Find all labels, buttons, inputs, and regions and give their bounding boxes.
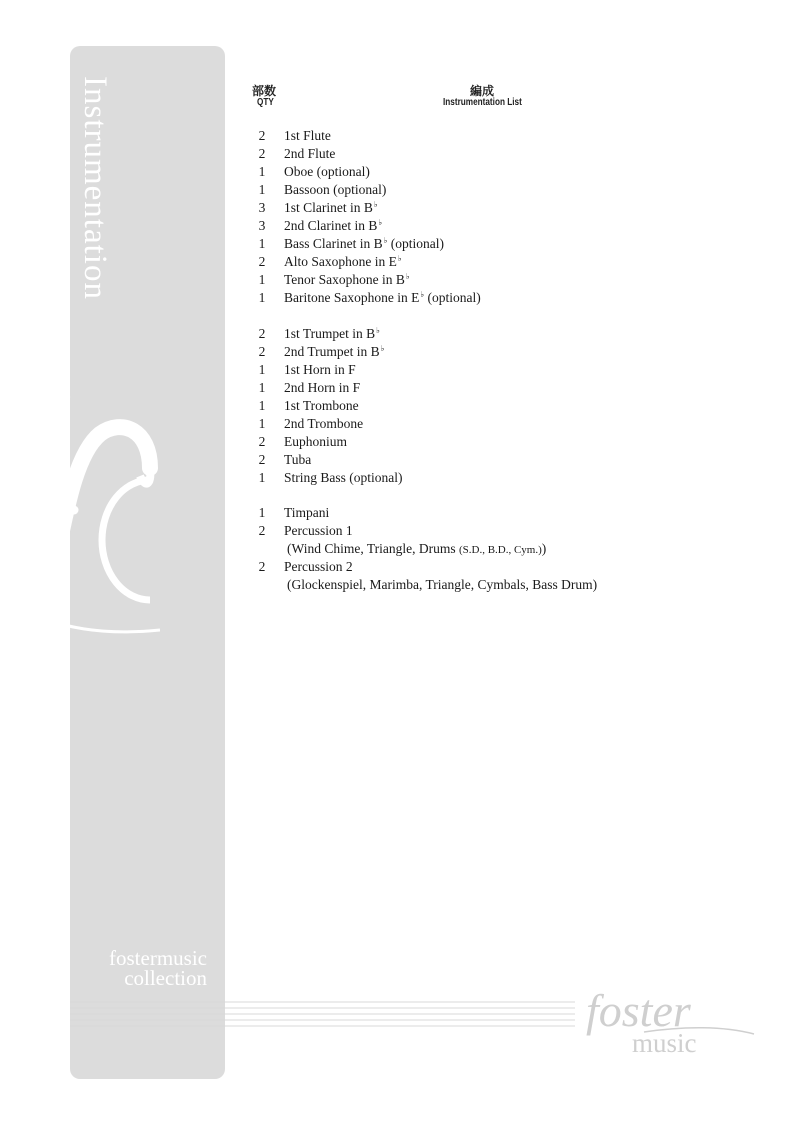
instrument-name-text: Bass Clarinet in B: [284, 236, 383, 251]
instrument-name-text: Timpani: [284, 505, 330, 520]
instrument-name-text: 2nd Clarinet in B: [284, 218, 378, 233]
flat-sign: ♭: [383, 236, 388, 245]
sidebar-title: Instrumentation: [77, 76, 113, 300]
flat-sign: ♭: [378, 218, 383, 227]
instrument-qty: 1: [258, 290, 266, 305]
instrument-name: [284, 272, 410, 288]
foster-music-logo: [574, 980, 759, 1060]
instrument-name: [284, 505, 329, 521]
brand-foster: foster: [586, 985, 691, 1036]
brand-music: music: [632, 1028, 697, 1058]
instrument-name: [284, 128, 331, 144]
instrument-qty: 2: [258, 523, 266, 538]
instrument-name: [284, 380, 360, 396]
instrument-name: [284, 398, 359, 414]
instrument-name: [284, 164, 370, 180]
instrument-name: [284, 146, 335, 162]
instrument-qty: 1: [258, 182, 266, 197]
flat-sign: ♭: [420, 290, 425, 299]
list-header-cn: 編成: [470, 84, 495, 98]
instrument-name-text: Alto Saxophone in E: [284, 254, 397, 269]
instrument-qty: 1: [258, 470, 266, 485]
instrument-name-text: 1st Trombone: [284, 398, 359, 413]
instrument-name: [284, 218, 382, 234]
instrument-name-text: Bassoon (optional): [284, 182, 387, 197]
flat-sign: ♭: [376, 326, 380, 335]
instrument-name: [284, 362, 356, 378]
instrument-qty: 2: [258, 146, 266, 161]
instrument-name: [284, 523, 353, 539]
instrument-name-text: Percussion 1: [284, 523, 353, 538]
instrument-qty: 2: [258, 128, 266, 143]
instrument-name-text: 1st Clarinet in B: [284, 200, 373, 215]
flat-sign: ♭: [405, 272, 410, 281]
instrument-name-text: Oboe (optional): [284, 164, 370, 179]
instrument-name: [284, 254, 402, 270]
instrument-suffix: (optional): [424, 290, 481, 305]
instrument-qty: 2: [258, 254, 266, 269]
instrument-name-text: 2nd Trombone: [284, 416, 364, 431]
qty-header-cn: 部数: [252, 84, 277, 98]
instrument-qty: 1: [258, 505, 266, 520]
instrument-qty: 1: [258, 164, 266, 179]
staff-lines: [70, 1000, 575, 1030]
instrument-name-text: String Bass (optional): [284, 470, 403, 485]
collection-line2: collection: [124, 966, 207, 990]
instrument-qty: 3: [258, 218, 266, 233]
instrument-qty: 2: [258, 434, 266, 449]
instrument-name-text: 2nd Horn in F: [284, 380, 361, 395]
instrument-name-text: Tuba: [284, 452, 312, 467]
treble-f-logo-icon: [0, 390, 160, 640]
instrument-qty: 1: [258, 398, 266, 413]
percussion-2-note: (Glockenspiel, Marimba, Triangle, Cymbals, Bass Drum): [287, 577, 598, 592]
instrument-name-text: 2nd Flute: [284, 146, 336, 161]
instrument-name-text: 2nd Trumpet in B: [284, 344, 380, 359]
instrument-name-text: 1st Flute: [284, 128, 331, 143]
instrument-qty: 1: [258, 362, 266, 377]
instrument-qty: 1: [258, 236, 266, 251]
instrument-name: [284, 452, 311, 468]
instrument-name: [284, 200, 378, 216]
flat-sign: ♭: [397, 254, 402, 263]
instrument-name: [284, 290, 481, 306]
instrument-name-text: Tenor Saxophone in B: [284, 272, 405, 287]
collection-label: [70, 948, 207, 988]
percussion-1-note: (Wind Chime, Triangle, Drums (S.D., B.D., Cym.)): [287, 541, 547, 556]
instrument-qty: 1: [258, 416, 266, 431]
instrument-name: [284, 236, 444, 252]
instrument-qty: 2: [258, 452, 266, 467]
instrument-name-text: Euphonium: [284, 434, 347, 449]
instrument-suffix: (optional): [387, 236, 445, 251]
instrument-name-text: Percussion 2: [284, 559, 353, 574]
instrument-name: [284, 434, 347, 450]
collection-line1: fostermusic: [109, 946, 207, 970]
instrument-name-text: Baritone Saxophone in E: [284, 290, 420, 305]
flat-sign: ♭: [373, 200, 378, 209]
instrument-name: [284, 416, 363, 432]
instrument-qty: 2: [258, 344, 266, 359]
instrument-qty: 2: [258, 326, 266, 341]
instrument-name-text: 1st Horn in F: [284, 362, 356, 377]
instrument-qty: 1: [258, 380, 266, 395]
instrument-qty: 1: [258, 272, 266, 287]
instrument-name: [284, 470, 403, 486]
instrument-name: [284, 326, 380, 342]
instrument-qty: 3: [258, 200, 266, 215]
instrument-qty: 2: [258, 559, 266, 574]
instrument-name: [284, 559, 353, 575]
flat-sign: ♭: [380, 344, 385, 353]
qty-header-en: QTY: [257, 97, 274, 108]
instrument-name: [284, 182, 386, 198]
instrument-name: [284, 344, 384, 360]
instrument-name-text: 1st Trumpet in B: [284, 326, 376, 341]
list-header-en: Instrumentation List: [443, 97, 522, 108]
